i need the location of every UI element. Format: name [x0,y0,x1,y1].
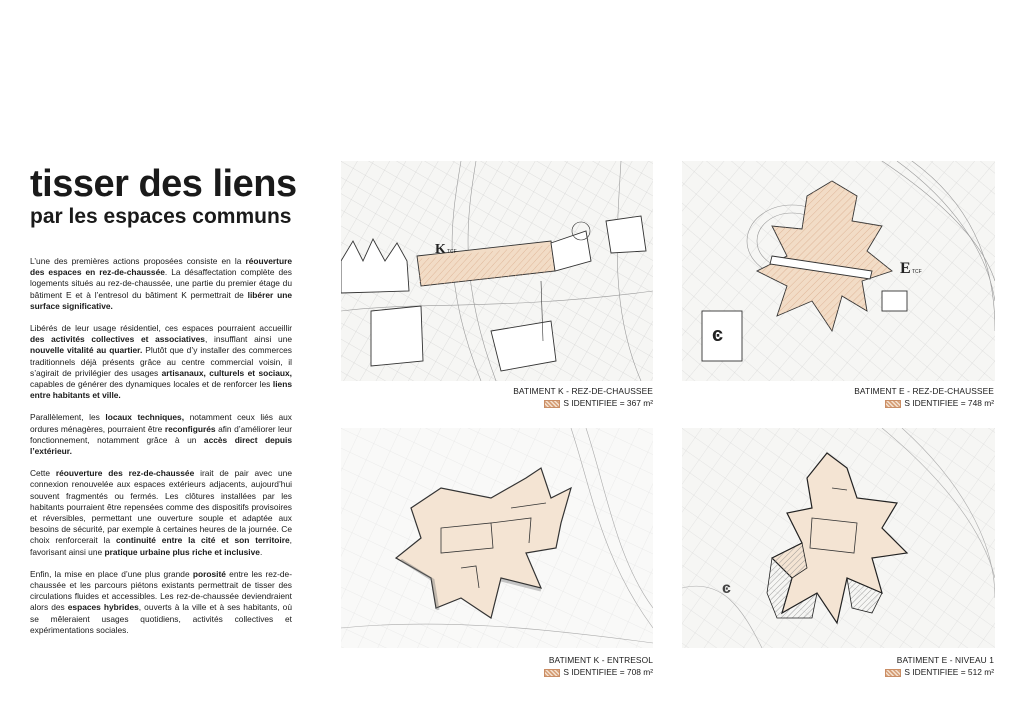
c-mark-icon: ͼ [722,580,731,597]
hatch-legend-icon [544,669,560,677]
paragraph [30,412,292,457]
emphasis-text: continuité entre la cité et son territoire [115,535,290,546]
emphasis-text: libérer une surface significative. [30,289,292,311]
emphasis-text: espaces hybrides [67,602,139,613]
emphasis-text: porosité [192,568,226,579]
emphasis-text: liens entre habitants et ville. [30,379,292,401]
body-run: Cette [30,468,56,479]
emphasis-text: reconfigurés [164,423,216,434]
building-e-tag-suffix: TCF [912,269,922,275]
page-title: tisser des liens [30,163,297,205]
paragraph [30,323,292,401]
body-run: , ouverts à la ville et à ses habitants, où se mêleraient usages quotidiens, activités collectives et expérimentations sociales. [30,602,292,635]
building-e-tag: E [900,260,911,277]
body-run: Parallèlement, les [30,412,106,423]
emphasis-text: réouverture des espaces en rez-de-chaussée [30,256,292,278]
plan-2-surface: S IDENTIFIEE = 748 m² [904,398,994,408]
plan-2-title: BATIMENT E - REZ-DE-CHAUSSEE [854,386,994,396]
paragraph [30,256,292,312]
body-run: afin d’améliorer leur fonctionnement, notamment grâce à un [30,423,292,445]
page-subtitle: par les espaces communs [30,205,292,228]
emphasis-text: accès direct depuis l’extérieur. [30,434,292,457]
emphasis-text: des activités collectives et associatives [30,334,205,345]
hatch-legend-icon [885,669,901,677]
plan-batiment-k-rdc [341,161,653,381]
body-run: Plutôt que d’y installer des commerces traditionnels déjà présents grâce au centre commercial voisin, il s’agirait de privilégier des usages [30,345,292,378]
body-run: . [259,546,263,557]
emphasis-text: pratique urbaine plus riche et inclusive [104,546,260,557]
plan-batiment-e-rdc [682,161,995,381]
caption-plan-4 [885,654,994,678]
body-run: capables de générer des dynamiques locales et de renforcer les [30,379,273,390]
body-run: L’une des premières actions proposées consiste en la [30,256,246,266]
hatch-legend-icon [885,400,901,408]
c-mark-icon: ͼ [712,324,724,346]
emphasis-text: artisanaux, culturels et sociaux, [161,367,292,378]
plan-1-surface: S IDENTIFIEE = 367 m² [563,398,653,408]
body-run: , favorisant ainsi une [30,535,292,557]
plan-4-surface: S IDENTIFIEE = 512 m² [904,667,994,677]
body-run: , insufflant ainsi une [204,334,293,345]
building-k-tag: K [435,242,446,257]
emphasis-text: locaux techniques, [105,412,185,423]
plan-4-title: BATIMENT E - NIVEAU 1 [896,655,994,665]
emphasis-text: réouverture des rez-de-chaussée [55,468,195,479]
body-run: entre les rez-de-chaussée et les parcours piétons existants permettrait de tisser des circulations fluides et accessibles. Les rez-de-chaussée deviendraient alors des [30,568,292,613]
building-k-tag-suffix: TCF [447,249,457,255]
body-run: notamment ceux liés aux ordures ménagères, pourraient être [30,412,292,434]
plan-3-surface: S IDENTIFIEE = 708 m² [563,667,653,677]
caption-plan-2 [854,385,994,409]
emphasis-text: nouvelle vitalité au quartier. [30,345,143,356]
body-run: Libérés de leur usage résidentiel, ces espaces pourraient accueillir [30,323,292,334]
plan-batiment-e-niveau-1 [682,428,995,648]
caption-plan-1 [513,385,653,409]
body-run: . La désaffectation complète des logements situés au rez-de-chaussée, une partie du premier étage du bâtiment E et à l’entresol du bâtiment K permettrait de [30,267,292,300]
caption-plan-3 [544,654,653,678]
paragraph [30,468,292,558]
plan-batiment-k-entresol [341,428,653,648]
hatch-legend-icon [544,400,560,408]
body-run: irait de pair avec une connexion renouvelée aux espaces extérieurs adjacents, aujourd’hui souvent fragmentés ou fermés. Les clôtures installées par les habitants pourraient être repensées comme des dispositifs provisoires et réversibles, permettant une ouverture souple et adaptée aux besoins de sécurité, par exemple à certaines heures de la journée. Ce choix renforcerait la [30,468,292,546]
plan-1-title: BATIMENT K - REZ-DE-CHAUSSEE [513,386,653,396]
body-run: Enfin, la mise en place d’une plus grande [30,568,193,579]
plan-3-title: BATIMENT K - ENTRESOL [548,655,653,665]
body-text [30,256,292,647]
paragraph [30,569,292,636]
